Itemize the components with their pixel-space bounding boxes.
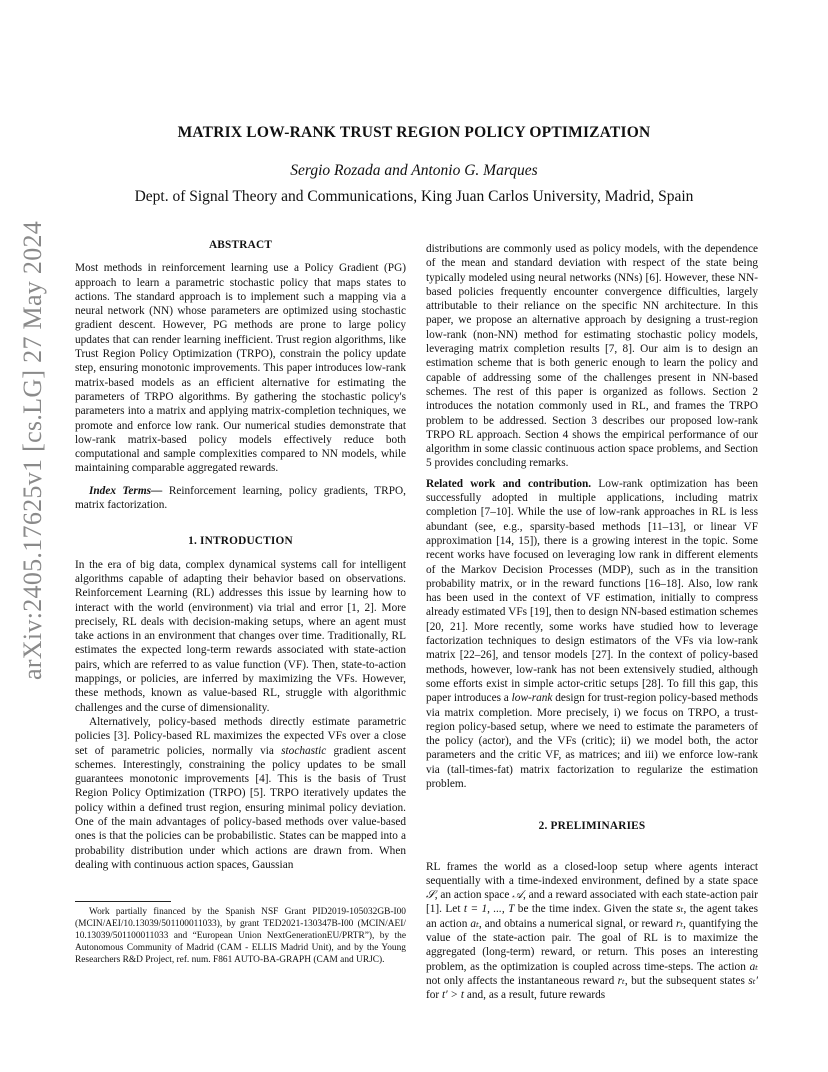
intro-paragraph-3: distributions are commonly used as policy models, with the dependence of the mean and standard deviation with respect of the state being typically modeled using neural networks (NNs) [6]. However, these NN-based policies frequently encounter convergence difficulties, largely attributable to their reliance on the specific NN architecture. In this paper, we propose an alternative approach by designing a trust-region low-rank (non-NN) method for estimating stochastic policy models, leveraging matrix completion results [7, 8]. Our aim is to design an estimation scheme that is both generic enough to learn the policy and capable of addressing some of the challenges present in NN-based schemes. The rest of this paper is organized as follows. Section 2 introduces the notation commonly used in RL, and frames the TRPO problem to be addressed. Section 3 describes our proposed low-rank TRPO RL approach. Section 4 shows the empirical performance of our algorithm in some classic continuous action space problems, and Section 5 provides concluding remarks. (426, 243, 758, 470)
symbol-action-2: aₜ (749, 960, 758, 973)
symbol-time-inequality: t′ > t (442, 989, 465, 1002)
preliminaries-paragraph (426, 860, 758, 1003)
prelim-text-f: , and obtains a numerical signal, or reward (478, 917, 676, 930)
prelim-text-i: , but the subsequent states (624, 974, 749, 987)
symbol-subsequent-state: sₜ′ (748, 974, 759, 987)
intro-paragraph-1: In the era of big data, complex dynamical systems call for intelligent algorithms capable of adapting their behavior based on observations. Reinforcement Learning (RL) addresses this issue by learning how to interact with the world (environment) via trial and error [1, 2]. More precisely, RL deals with decision-making setups, where an agent must take actions in an environment that changes over time. Traditionally, RL estimates the expected long-term rewards associated with state-action pairs, which are referred to as value function (VF). Then, state-to-action mappings, or policies, are inferred by maximizing the VFs. However, these methods, known as value-based RL, struggle with algorithmic challenges and the curse of dimensionality. (75, 558, 406, 714)
intro-p2-part-b: gradient ascent schemes. Interestingly, constraining the policy updates to be small guarantees monotonic improvements [4]. This is the basis of Trust Region Policy Optimization (TRPO) [5]. TRPO iteratively updates the policy within a defined trust region, ensuring minimal policy deviation. One of the main advantages of policy-based methods over value-based ones is that the policies can be probabilistic. States can be mapped into a probability distribution under which actions are drawn from. When dealing with continuous action spaces, Gaussian (75, 744, 407, 871)
abstract-heading: ABSTRACT (208, 239, 273, 251)
paper-authors: Sergio Rozada and Antonio G. Marques (290, 162, 538, 179)
prelim-text-g: , quantifying the value of the state-action pair. The goal of RL is to maximize the aggregated (long-term) reward, or return. This poses an interesting problem, as the optimization is coupled across time-steps. The action (426, 917, 759, 973)
symbol-state: sₜ (676, 903, 684, 916)
intro-paragraph-2 (75, 715, 406, 872)
footnote-divider (75, 901, 171, 902)
introduction-heading: 1. INTRODUCTION (188, 535, 293, 548)
related-work-part-b: design for trust-region policy-based methods via matrix completion. More precisely, i) we focus on TRPO, a trust-region policy-based setup, where we need to estimate the parameters of the policy (actor), and the VFs (critic); ii) we model both, the actor parameters and the critic VF, as matrices; and iii) we enforce low-rank via (tall-times-fat) matrix factorization to regularize the estimation problem. (426, 692, 758, 790)
related-work-part-a: Low-rank optimization has been successfully adopted in multiple applications, including matrix completion [7–10]. While the use of low-rank approaches in RL is less abundant (see, e.g., sparsity-based methods [11–13], or linear VF approximation [14, 15]), there is a growing interest in the topic. Some recent works have focused on leveraging low rank in different elements of the Markov Decision Processes (MDP), such as in the transition probability matrix, or in the reward functions [16–18]. Also, low rank has been used in the context of VF estimation, initially to compress already estimated VFs [19], then to design NN-based estimation schemes [20, 21]. More recently, some works have studied how to leverage factorization techniques to design estimators of the VFs via low-rank matrix [22–26], and tensor models [27]. In the context of policy-based methods, however, low-rank has not been extensively studied, although some efforts exist in simple actor-critic setups [28]. To fill this gap, this paper introduces a (426, 477, 759, 705)
right-column (426, 242, 758, 1003)
preliminaries-heading: 2. PRELIMINARIES (538, 820, 646, 833)
symbol-action: aₜ (470, 917, 479, 930)
index-terms-label: Index Terms— (89, 484, 163, 497)
prelim-text-j: for (426, 989, 442, 1002)
abstract-text: Most methods in reinforcement learning use a Policy Gradient (PG) approach to learn a parametric stochastic policy that maps states to actions. The standard approach is to implement such a mapping via a neural network (NN) whose parameters are optimized using stochastic gradient descent. However, PG methods are prone to large policy updates that can render learning inefficient. Trust region algorithms, like Trust Region Policy Optimization (TRPO), constrain the policy update step, ensuring monotonic improvements. This paper introduces low-rank matrix-based models as an efficient alternative for estimating the parameters of TRPO algorithms. By gathering the stochastic policy's parameters into a matrix and applying matrix-completion techniques, we promote and enforce low rank. Our numerical studies demonstrate that low-rank matrix-based policy models effectively reduce both computational and sample complexities compared to NN models, while maintaining comparable aggregated rewards. (75, 262, 406, 475)
index-terms (75, 484, 406, 513)
arxiv-stamp-container (10, 220, 50, 690)
paper-title: MATRIX LOW-RANK TRUST REGION POLICY OPTIMIZATION (177, 124, 651, 141)
paper-affiliation: Dept. of Signal Theory and Communications, King Juan Carlos University, Madrid, Spain (134, 188, 694, 205)
funding-footnote: Work partially financed by the Spanish NSF Grant PID2019-105032GB-I00 (MCIN/AEI/10.13039/501100011033), by grant TED2021-130347B-I00 (MCIN/AEI/ 10.13039/501100011033 and “European Union NextGenerationEU/PRTR”), by the Autonomous Community of Madrid (CAM - ELLIS Madrid Unit), and by the Young Researchers R&D Project, ref. num. F861 AUTO-BA-GRAPH (CAM and URJC). (75, 907, 406, 965)
symbol-action-space: 𝒜 (512, 889, 523, 902)
related-work-heading: Related work and contribution. (426, 477, 592, 490)
prelim-text-c: , and a reward associated with each state-action pair [1]. Let (426, 889, 758, 916)
related-work-paragraph (426, 477, 758, 792)
intro-p2-emphasis: stochastic (281, 744, 327, 757)
symbol-time-range: t = 1, ..., T (463, 903, 515, 916)
symbol-reward: rₜ (675, 917, 684, 930)
prelim-text-e: , the agent takes an action (426, 903, 758, 930)
arxiv-identifier[interactable]: arXiv:2405.17625v1 [cs.LG] 27 May 2024 (18, 220, 47, 680)
prelim-text-k: and, as a result, future rewards (464, 989, 606, 1002)
prelim-text-d: be the time index. Given the state (514, 903, 677, 916)
related-work-emphasis: low-rank (511, 692, 553, 705)
symbol-reward-2: rₜ (617, 974, 625, 987)
prelim-text-b: , an action space (434, 889, 513, 902)
left-column (75, 238, 406, 872)
intro-p2-part-a: Alternatively, policy-based methods directly estimate parametric policies [3]. Policy-based RL maximizes the expected VFs over a close set of parametric policies, normally via (75, 715, 406, 757)
index-terms-text: Reinforcement learning, policy gradients, TRPO, matrix factorization. (75, 484, 406, 512)
prelim-text-h: not only affects the instantaneous reward (426, 974, 618, 987)
symbol-state-space: 𝒮 (426, 889, 435, 902)
prelim-text-a: RL frames the world as a closed-loop setup where agents interact sequentially with a time-indexed environment, defined by a state space (426, 860, 758, 887)
